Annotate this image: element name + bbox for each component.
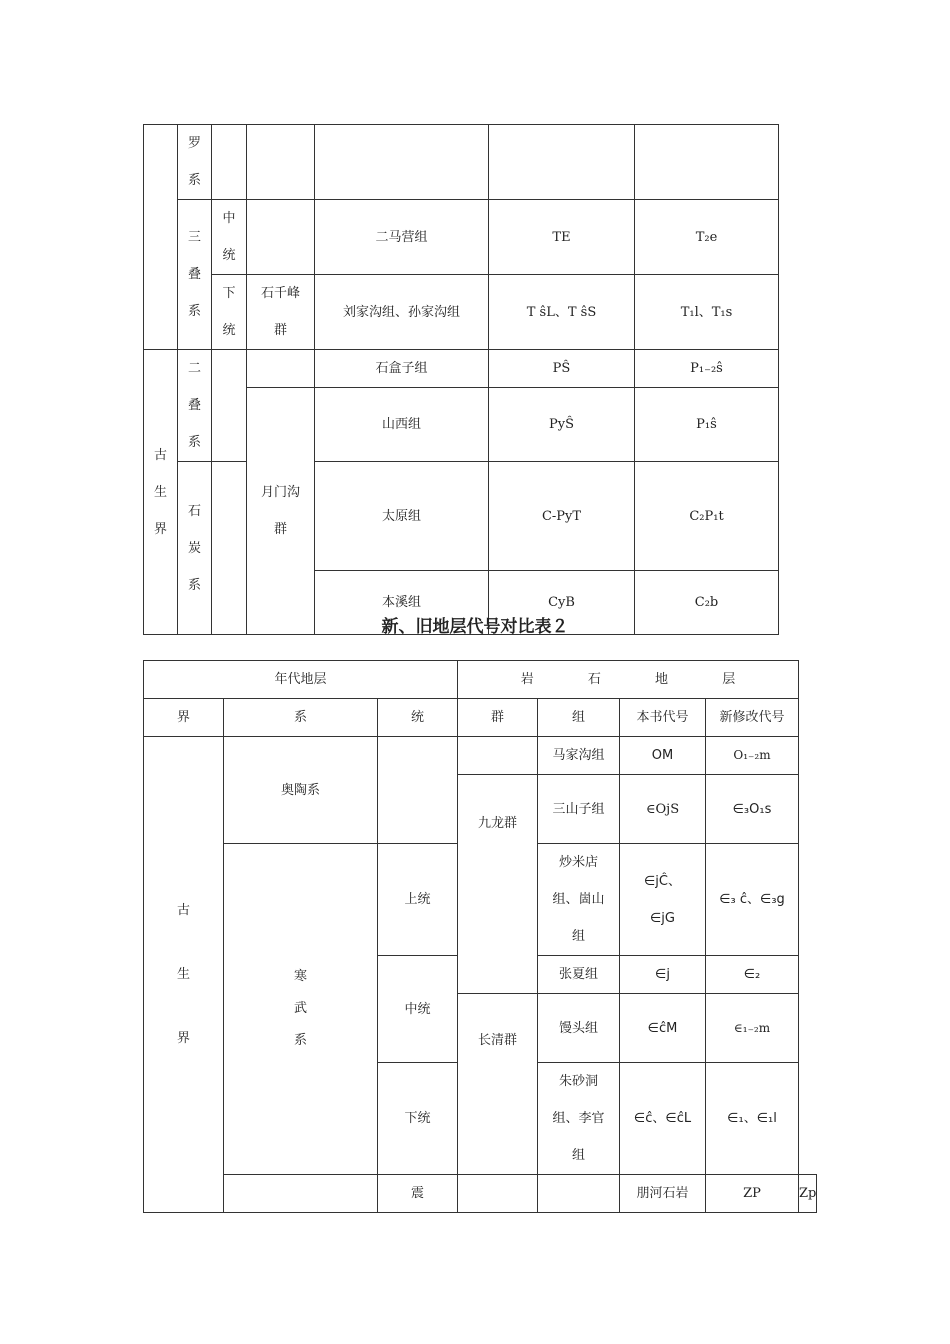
new-code-cell: P₁₋₂ŝ (635, 350, 779, 388)
table-caption: 新、旧地层代号对比表２ (381, 617, 569, 637)
header-group: 群 (458, 699, 538, 737)
group-cell (247, 200, 315, 275)
old-code-cell: CyB (489, 571, 635, 635)
new-code-cell: P₁ŝ (635, 388, 779, 462)
series-middle: 中统 (378, 956, 458, 1063)
formation-cell: 山西组 (315, 388, 489, 462)
stage-cell (212, 125, 247, 200)
group-cell-empty (458, 737, 538, 775)
erathem-cell-empty (144, 125, 178, 350)
old-code-cell: ∈ĉ、∈ĉL (620, 1063, 706, 1175)
new-code-cell: ∈₃ ĉ、∈₃g (706, 844, 799, 956)
group-jiulong: 九龙群 (458, 775, 538, 994)
new-code-cell: O₁₋₂m (706, 737, 799, 775)
stage-cell: 下统 (212, 275, 247, 350)
group-cell: 月门沟群 (247, 388, 315, 635)
formation-cell: 三山子组 (538, 775, 620, 844)
series-cell-empty (458, 1175, 538, 1213)
system-cambrian: 寒武系 (224, 844, 378, 1175)
header-formation: 组 (538, 699, 620, 737)
new-code-cell: T₁l、T₁s (635, 275, 779, 350)
series-upper: 上统 (378, 844, 458, 956)
system-cell: 二叠系 (178, 350, 212, 462)
erathem-cell-empty (224, 1175, 378, 1213)
old-code-cell: OM (620, 737, 706, 775)
series-lower: 下统 (378, 1063, 458, 1175)
old-code-cell: PyŜ (489, 388, 635, 462)
system-cell: 石炭系 (178, 462, 212, 635)
system-cell: 三叠系 (178, 200, 212, 350)
group-cell: 石千峰群 (247, 275, 315, 350)
old-code-cell: TE (489, 200, 635, 275)
old-code-cell: ∈j (620, 956, 706, 994)
formation-cell: 石盒子组 (315, 350, 489, 388)
formation-cell: 本溪组 (315, 571, 489, 635)
old-code-cell: PŜ (489, 350, 635, 388)
header-erathem: 界 (144, 699, 224, 737)
formation-cell: 朱砂洞组、李官组 (538, 1063, 620, 1175)
header-series: 统 (378, 699, 458, 737)
formation-cell: 刘家沟组、孙家沟组 (315, 275, 489, 350)
formation-cell: 马家沟组 (538, 737, 620, 775)
header-old-code: 本书代号 (620, 699, 706, 737)
system-ordovician: 奥陶系 (224, 737, 378, 844)
new-code-cell: ∈₁、∈₁l (706, 1063, 799, 1175)
stage-cell (212, 350, 247, 462)
series-cell-empty (378, 737, 458, 844)
header-litho: 岩 石 地 层 (458, 661, 799, 699)
group-cell-empty (538, 1175, 620, 1213)
strata-table-1 (143, 124, 779, 635)
strata-table-2 (143, 660, 817, 1213)
formation-cell: 朋河石岩 (620, 1175, 706, 1213)
erathem-cell: 古生界 (144, 737, 224, 1213)
new-code-cell: ∈₂ (706, 956, 799, 994)
old-code-cell: C-PyT (489, 462, 635, 571)
formation-cell: 张夏组 (538, 956, 620, 994)
stage-cell: 中统 (212, 200, 247, 275)
formation-cell: 炒米店组、崮山组 (538, 844, 620, 956)
new-code-cell: Zp (799, 1175, 817, 1213)
old-code-cell: T ŝL、T ŝS (489, 275, 635, 350)
new-code-cell: ∈₁₋₂m (706, 994, 799, 1063)
old-code-cell (489, 125, 635, 200)
group-cell (247, 350, 315, 388)
header-new-code: 新修改代号 (706, 699, 799, 737)
formation-cell: 太原组 (315, 462, 489, 571)
system-sinian: 震 (378, 1175, 458, 1213)
old-code-cell: ZP (706, 1175, 799, 1213)
formation-cell: 二马营组 (315, 200, 489, 275)
group-changqing: 长清群 (458, 994, 538, 1175)
erathem-cell: 古生界 (144, 350, 178, 635)
old-code-cell: ∈ĉM (620, 994, 706, 1063)
formation-cell: 馒头组 (538, 994, 620, 1063)
new-code-cell: T₂e (635, 200, 779, 275)
group-cell (247, 125, 315, 200)
formation-cell (315, 125, 489, 200)
old-code-cell: ∈OjS (620, 775, 706, 844)
old-code-cell: ∈jĈ、∈jG (620, 844, 706, 956)
stage-cell (212, 462, 247, 635)
header-chrono: 年代地层 (144, 661, 458, 699)
system-cell: 罗系 (178, 125, 212, 200)
new-code-cell: ∈₃O₁s (706, 775, 799, 844)
header-system: 系 (224, 699, 378, 737)
new-code-cell: C₂P₁t (635, 462, 779, 571)
new-code-cell: C₂b (635, 571, 779, 635)
new-code-cell (635, 125, 779, 200)
